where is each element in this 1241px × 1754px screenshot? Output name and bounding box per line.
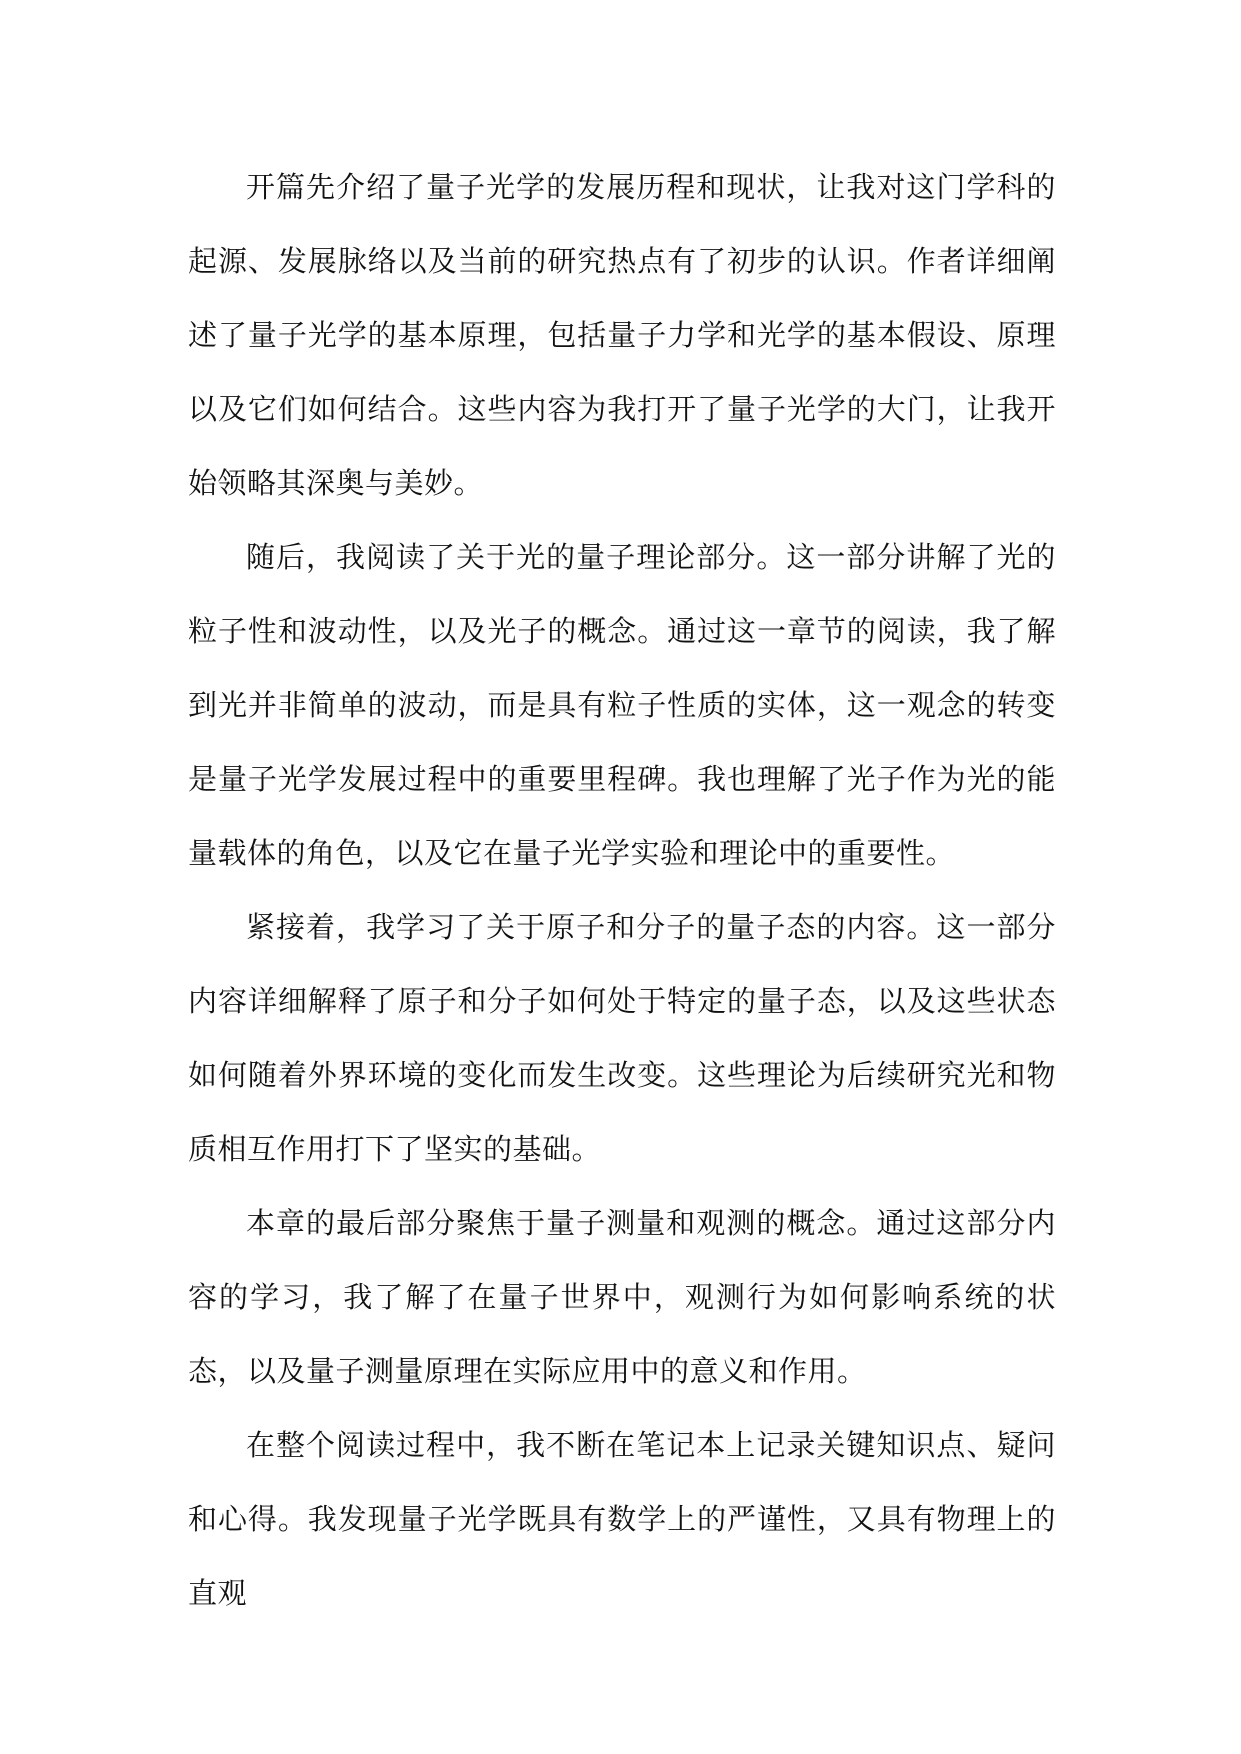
document-body [188,150,1056,1630]
paragraph: 开篇先介绍了量子光学的发展历程和现状，让我对这门学科的起源、发展脉络以及当前的研究热点有了初步的认识。作者详细阐述了量子光学的基本原理，包括量子力学和光学的基本假设、原理以及它们如何结合。这些内容为我打开了量子光学的大门，让我开始领略其深奥与美妙。 [188,170,1056,500]
paragraph: 本章的最后部分聚焦于量子测量和观测的概念。通过这部分内容的学习，我了解了在量子世界中，观测行为如何影响系统的状态，以及量子测量原理在实际应用中的意义和作用。 [188,1206,1056,1388]
paragraph: 紧接着，我学习了关于原子和分子的量子态的内容。这一部分内容详细解释了原子和分子如何处于特定的量子态，以及这些状态如何随着外界环境的变化而发生改变。这些理论为后续研究光和物质相互作用打下了坚实的基础。 [188,910,1056,1166]
paragraph: 随后，我阅读了关于光的量子理论部分。这一部分讲解了光的粒子性和波动性，以及光子的概念。通过这一章节的阅读，我了解到光并非简单的波动，而是具有粒子性质的实体，这一观念的转变是量子光学发展过程中的重要里程碑。我也理解了光子作为光的能量载体的角色，以及它在量子光学实验和理论中的重要性。 [188,540,1056,870]
paragraph: 在整个阅读过程中，我不断在笔记本上记录关键知识点、疑问和心得。我发现量子光学既具有数学上的严谨性，又具有物理上的直观 [188,1428,1056,1610]
